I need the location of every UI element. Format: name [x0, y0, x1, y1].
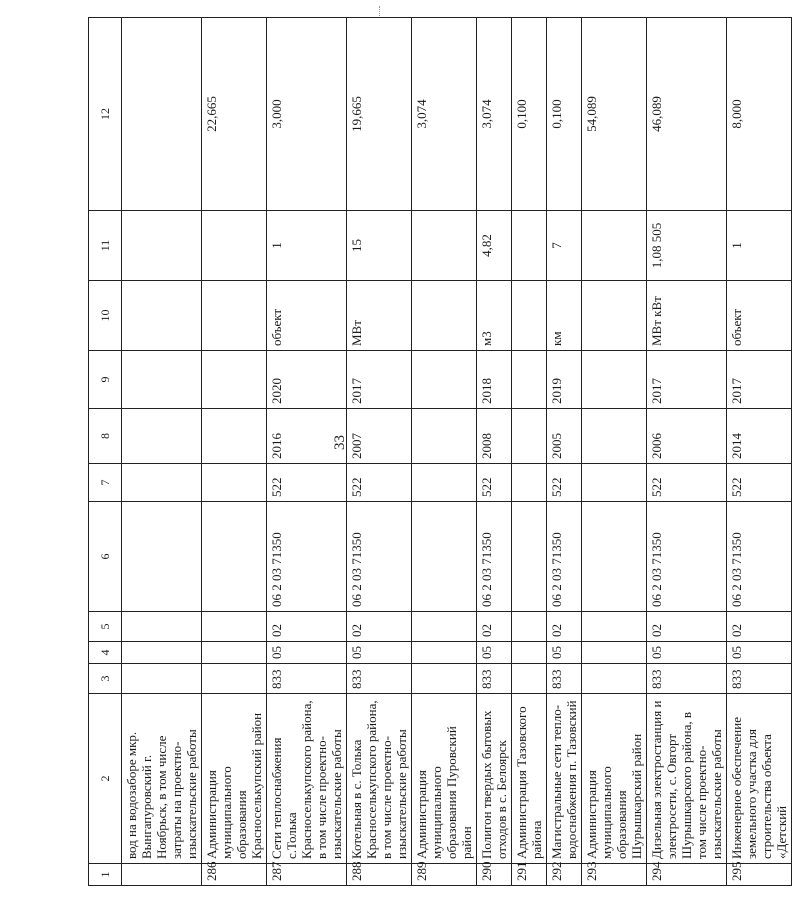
table-row — [512, 18, 547, 886]
row-value-cell: м3 — [477, 281, 512, 351]
row-value-cell — [412, 211, 477, 281]
row-value-cell — [582, 612, 647, 642]
row-number-cell: 289 — [412, 864, 477, 886]
row-value-cell — [412, 664, 477, 694]
row-value-cell — [512, 409, 547, 464]
column-header: 10 — [89, 281, 122, 351]
column-header: 8 — [89, 409, 122, 464]
row-value-cell — [582, 409, 647, 464]
row-value-cell: 05 — [477, 642, 512, 664]
row-value-cell — [512, 502, 547, 612]
column-header: 6 — [89, 502, 122, 612]
row-value-cell: объект — [267, 281, 347, 351]
column-header: 1 — [89, 864, 122, 886]
row-value-cell: 46,089 — [647, 18, 727, 211]
budget-table — [88, 17, 792, 886]
row-value-cell — [512, 351, 547, 409]
row-value-cell — [122, 642, 202, 664]
row-value-cell: МВт — [347, 281, 412, 351]
row-number-cell: 293 — [582, 864, 647, 886]
row-value-cell: 2016 — [267, 409, 347, 464]
row-name-cell: Сети теплоснабжения с.Толька Красноселькупского района, в том числе проектно-изыскательские работы — [267, 694, 347, 864]
row-name-cell: Полигон твердых бытовых отходов в с. Белоярск — [477, 694, 512, 864]
table-row — [582, 18, 647, 886]
row-value-cell: 06 2 03 71350 — [267, 502, 347, 612]
row-value-cell — [412, 281, 477, 351]
row-value-cell — [512, 211, 547, 281]
row-value-cell: 19,665 — [347, 18, 412, 211]
row-value-cell: 15 — [347, 211, 412, 281]
row-name-cell: Дизельная электростанция и электросети, с. Овгорт Шурышкарского района, в том числе проектно-изыскательские работы — [647, 694, 727, 864]
column-header: 5 — [89, 612, 122, 642]
row-value-cell: 05 — [267, 642, 347, 664]
row-value-cell: 06 2 03 71350 — [547, 502, 582, 612]
row-name-cell: Инженерное обеспечение земельного участка для строительства объекта «Детский — [727, 694, 792, 864]
table-row — [412, 18, 477, 886]
table-row — [122, 18, 202, 886]
row-value-cell — [512, 642, 547, 664]
row-name-cell: Администрация Тазовского района — [512, 694, 547, 864]
row-value-cell — [202, 281, 267, 351]
row-value-cell — [202, 351, 267, 409]
row-value-cell: 22,665 — [202, 18, 267, 211]
row-value-cell — [202, 612, 267, 642]
table-row — [267, 18, 347, 886]
row-value-cell: 833 — [477, 664, 512, 694]
row-value-cell: 05 — [647, 642, 727, 664]
row-value-cell: 833 — [547, 664, 582, 694]
column-header: 3 — [89, 664, 122, 694]
row-value-cell: 1,08 505 — [647, 211, 727, 281]
row-value-cell — [412, 464, 477, 502]
row-value-cell — [202, 502, 267, 612]
row-value-cell: 3,074 — [477, 18, 512, 211]
row-value-cell: 3,074 — [412, 18, 477, 211]
row-number-cell: 294 — [647, 864, 727, 886]
row-number-cell: 292 — [547, 864, 582, 886]
row-value-cell: 8,000 — [727, 18, 792, 211]
row-value-cell — [582, 351, 647, 409]
row-value-cell: 02 — [477, 612, 512, 642]
row-name-cell: Администрация муниципального образования Красноселькупский район — [202, 694, 267, 864]
row-value-cell — [122, 464, 202, 502]
row-number-cell: 287 — [267, 864, 347, 886]
row-value-cell — [512, 612, 547, 642]
row-value-cell: 2014 — [727, 409, 792, 464]
row-value-cell: 05 — [347, 642, 412, 664]
row-name-cell: Котельная в с. Толька Красноселькупского района, в том числе проектно-изыскательские работы — [347, 694, 412, 864]
row-value-cell — [412, 642, 477, 664]
row-value-cell — [202, 211, 267, 281]
row-value-cell — [122, 502, 202, 612]
column-header: 11 — [89, 211, 122, 281]
row-value-cell: 1 — [267, 211, 347, 281]
row-value-cell — [202, 664, 267, 694]
row-value-cell: 2007 — [347, 409, 412, 464]
scan-mark — [379, 6, 388, 16]
row-name-cell: вод на водозаборе мкр. Вынгапуровский г. Ноябрьск, в том числе затраты на проектно-изыскательские работы — [122, 694, 202, 864]
column-header: 9 — [89, 351, 122, 409]
table-row — [547, 18, 582, 886]
row-value-cell: 0,100 — [512, 18, 547, 211]
row-value-cell: 2017 — [347, 351, 412, 409]
row-value-cell — [122, 351, 202, 409]
rotated-table-container — [88, 18, 789, 886]
row-number-cell — [122, 864, 202, 886]
row-value-cell: 833 — [727, 664, 792, 694]
row-value-cell: 833 — [267, 664, 347, 694]
row-value-cell: 2019 — [547, 351, 582, 409]
table-row — [727, 18, 792, 886]
row-value-cell — [122, 409, 202, 464]
row-value-cell — [122, 281, 202, 351]
page-number: 33 — [332, 435, 348, 450]
row-value-cell: 02 — [547, 612, 582, 642]
row-value-cell: 06 2 03 71350 — [727, 502, 792, 612]
row-value-cell — [122, 612, 202, 642]
row-number-cell: 288 — [347, 864, 412, 886]
row-value-cell — [412, 351, 477, 409]
row-value-cell — [122, 211, 202, 281]
header-row — [89, 18, 122, 886]
row-value-cell: объект — [727, 281, 792, 351]
row-value-cell: 06 2 03 71350 — [477, 502, 512, 612]
row-value-cell — [412, 612, 477, 642]
row-value-cell: км — [547, 281, 582, 351]
row-value-cell — [412, 502, 477, 612]
row-value-cell: 2005 — [547, 409, 582, 464]
row-value-cell: 2017 — [647, 351, 727, 409]
row-number-cell: 291 — [512, 864, 547, 886]
row-value-cell — [582, 502, 647, 612]
row-value-cell — [412, 409, 477, 464]
row-value-cell: 3,000 — [267, 18, 347, 211]
table-row — [647, 18, 727, 886]
row-value-cell: 7 — [547, 211, 582, 281]
row-value-cell: 522 — [477, 464, 512, 502]
row-number-cell: 295 — [727, 864, 792, 886]
row-value-cell: 522 — [647, 464, 727, 502]
row-value-cell: 05 — [547, 642, 582, 664]
row-value-cell — [512, 464, 547, 502]
row-value-cell: 06 2 03 71350 — [347, 502, 412, 612]
row-value-cell — [122, 664, 202, 694]
row-value-cell: 522 — [347, 464, 412, 502]
row-value-cell — [582, 464, 647, 502]
row-value-cell: 2020 — [267, 351, 347, 409]
row-number-cell: 286 — [202, 864, 267, 886]
table-row — [347, 18, 412, 886]
row-value-cell — [582, 211, 647, 281]
row-value-cell: 833 — [647, 664, 727, 694]
row-value-cell — [202, 642, 267, 664]
row-value-cell — [202, 464, 267, 502]
row-value-cell: 02 — [647, 612, 727, 642]
row-value-cell: 02 — [267, 612, 347, 642]
row-value-cell: 522 — [727, 464, 792, 502]
column-header: 4 — [89, 642, 122, 664]
row-value-cell: 54,089 — [582, 18, 647, 211]
row-value-cell: 06 2 03 71350 — [647, 502, 727, 612]
row-value-cell — [512, 281, 547, 351]
row-value-cell: 522 — [547, 464, 582, 502]
row-value-cell: 2017 — [727, 351, 792, 409]
row-value-cell — [582, 281, 647, 351]
row-value-cell — [202, 409, 267, 464]
row-value-cell — [582, 642, 647, 664]
column-header: 2 — [89, 694, 122, 864]
row-value-cell: 02 — [347, 612, 412, 642]
row-name-cell: Магистральные сети тепло-водоснабжения п. Тазовский — [547, 694, 582, 864]
row-value-cell — [122, 18, 202, 211]
row-value-cell: 2008 — [477, 409, 512, 464]
row-value-cell: 833 — [347, 664, 412, 694]
row-value-cell: 05 — [727, 642, 792, 664]
row-value-cell: 2018 — [477, 351, 512, 409]
row-number-cell: 290 — [477, 864, 512, 886]
row-value-cell — [582, 664, 647, 694]
column-header: 12 — [89, 18, 122, 211]
row-value-cell: МВт кВт — [647, 281, 727, 351]
row-value-cell: 2006 — [647, 409, 727, 464]
row-value-cell: 1 — [727, 211, 792, 281]
row-value-cell: 522 — [267, 464, 347, 502]
row-value-cell: 02 — [727, 612, 792, 642]
table-row — [477, 18, 512, 886]
row-value-cell: 0,100 — [547, 18, 582, 211]
table-row — [202, 18, 267, 886]
row-name-cell: Администрация муниципального образования Пуровский район — [412, 694, 477, 864]
row-value-cell — [512, 664, 547, 694]
row-value-cell: 4,82 — [477, 211, 512, 281]
column-header: 7 — [89, 464, 122, 502]
row-name-cell: Администрация муниципального образования Шурышкарский район — [582, 694, 647, 864]
